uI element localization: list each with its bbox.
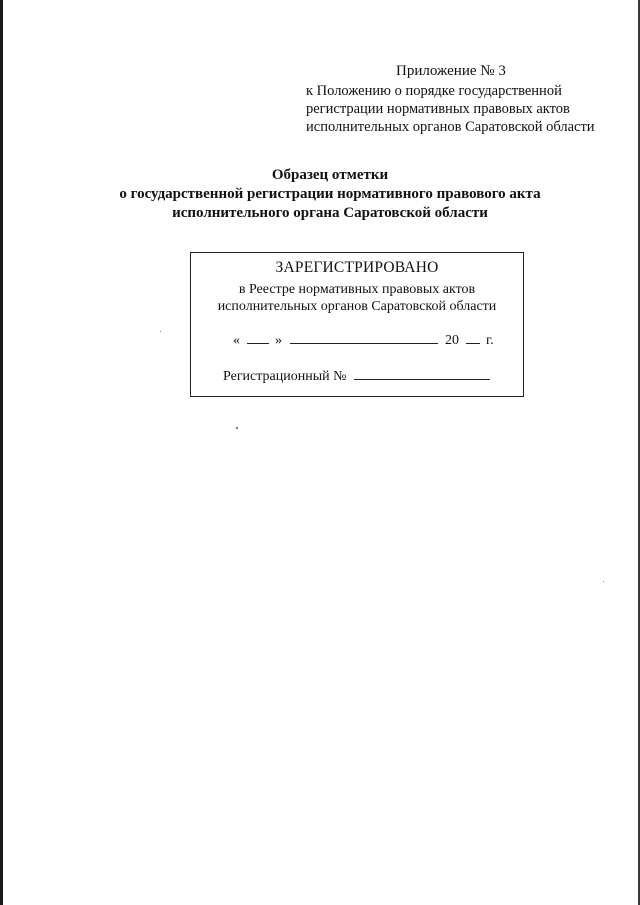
appendix-line-3: исполнительных органов Саратовской области	[306, 119, 595, 135]
appendix-header	[306, 62, 606, 136]
appendix-line-2: регистрации нормативных правовых актов	[306, 101, 570, 117]
document-title	[100, 166, 560, 223]
year-blank	[466, 331, 480, 344]
stamp-sub-line-1: в Реестре нормативных правовых актов	[238, 282, 476, 297]
appendix-line-1: к Положению о порядке государственной	[306, 83, 562, 99]
stamp-registration-row	[223, 367, 490, 385]
title-line-2: о государственной регистрации нормативного правового акта	[119, 186, 541, 202]
registration-stamp	[190, 252, 524, 397]
appendix-number: Приложение № 3	[396, 63, 506, 79]
stamp-sub-line-2: исполнительных органов Саратовской области	[217, 299, 497, 314]
stamp-subtitle	[191, 281, 523, 315]
title-line-3: исполнительного органа Саратовской области	[172, 205, 488, 221]
scan-edge-left	[0, 0, 3, 905]
day-blank	[247, 331, 269, 344]
title-line-1: Образец отметки	[271, 167, 389, 183]
date-open-quote: «	[233, 333, 240, 348]
scan-speck	[160, 331, 161, 332]
stamp-heading: ЗАРЕГИСТРИРОВАНО	[275, 259, 439, 276]
stamp-date-row	[233, 331, 494, 349]
scan-speck	[603, 581, 604, 582]
registration-number-blank	[354, 367, 490, 380]
date-year-suffix: г.	[486, 333, 494, 348]
date-close-quote: »	[275, 333, 282, 348]
month-blank	[290, 331, 438, 344]
scan-speck	[236, 427, 238, 429]
registration-label: Регистрационный №	[223, 369, 347, 384]
date-century: 20	[445, 333, 459, 348]
